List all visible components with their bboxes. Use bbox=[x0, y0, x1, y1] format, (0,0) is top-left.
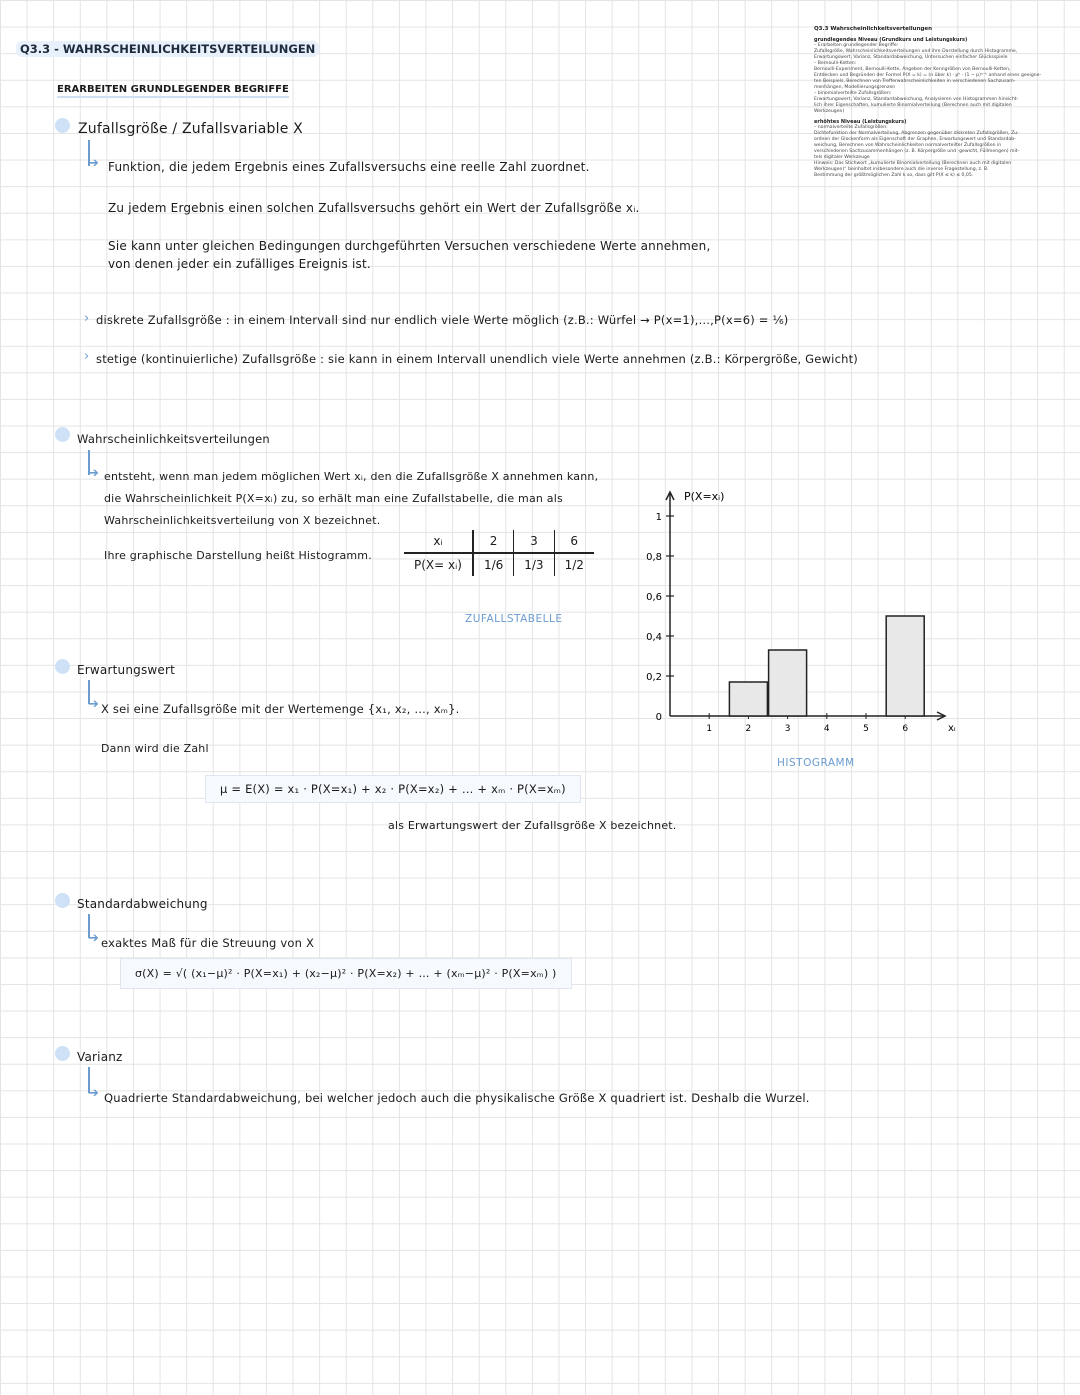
table-cell-prob: 1/2 bbox=[554, 553, 594, 576]
bullet-dot bbox=[55, 1046, 70, 1061]
standard-formula: σ(X) = √( (x₁−μ)² · P(X=x₁) + (x₂−μ)² · P(X=x₂) + … + (xₘ−μ)² · P(X=xₘ) ) bbox=[120, 958, 572, 989]
erwartung-line1: X sei eine Zufallsgröße mit der Wertemenge {x₁, x₂, …, xₘ}. bbox=[101, 702, 460, 716]
varianz-heading: Varianz bbox=[77, 1050, 123, 1064]
zufallsgroesse-definition: Funktion, die jedem Ergebnis eines Zufallsversuchs eine reelle Zahl zuordnet. bbox=[108, 160, 590, 174]
y-tick-label: 1 bbox=[655, 512, 662, 523]
zufallsgroesse-heading: Zufallsgröße / Zufallsvariable X bbox=[78, 121, 303, 137]
standard-heading: Standardabweichung bbox=[77, 897, 208, 911]
arrow-icon: ➔ bbox=[88, 156, 99, 171]
curriculum-advanced-line: Dichtefunktion der Normalverteilung, Abgrenzen gegenüber diskreten Zufallsgrößen, Zu- bbox=[814, 131, 1019, 136]
bullet-dot bbox=[55, 427, 70, 442]
bullet-dot bbox=[55, 659, 70, 674]
erwartung-formula: μ = E(X) = x₁ · P(X=x₁) + x₂ · P(X=x₂) + … + xₘ · P(X=xₘ) bbox=[205, 775, 581, 803]
zufallsgroesse-line3b: von denen jeder ein zufälliges Ereignis ist. bbox=[108, 257, 371, 271]
x-axis-label: xᵢ bbox=[948, 723, 956, 734]
y-tick-label: 0,8 bbox=[646, 552, 662, 563]
curriculum-basic-line: Zufallsgröße, Wahrscheinlichkeitsverteilungen und ihre Darstellung durch Histogramme, bbox=[814, 49, 1018, 54]
bullet-dot bbox=[55, 118, 70, 133]
histogram bbox=[640, 482, 960, 742]
curriculum-advanced-line: ordnen der Glockenform als Eigenschaft der Graphen, Erwartungswert und Standardab- bbox=[814, 137, 1016, 142]
curriculum-basic-list bbox=[814, 43, 1044, 115]
curriculum-advanced-line: tels digitaler Werkzeuge bbox=[814, 155, 870, 160]
curriculum-basic-line: lich ihrer Eigenschaften, kumulierte Binomialverteilung (Berechnen auch mit digitalen bbox=[814, 103, 1012, 108]
verteilung-line4: Ihre graphische Darstellung heißt Histogramm. bbox=[104, 549, 372, 562]
arrow-icon: ➔ bbox=[88, 931, 99, 946]
curriculum-advanced-line: – normalverteilte Zufallsgrößen: bbox=[814, 125, 888, 130]
curriculum-basic-line: ten Beispiels, Berechnen von Trefferwahrscheinlichkeiten in verschiedenen Sachzusam- bbox=[814, 79, 1016, 84]
curriculum-title: Q3.3 Wahrscheinlichkeitsverteilungen bbox=[814, 26, 933, 32]
varianz-line1: Quadrierte Standardabweichung, bei welcher jedoch auch die physikalische Größe X quadriert ist. Deshalb die Wurzel. bbox=[104, 1091, 810, 1105]
y-tick-label: 0,2 bbox=[646, 672, 662, 683]
curriculum-advanced-line: Hinweis: Das Stichwort „kumulierte Binomialverteilung (Berechnen auch mit digitalen bbox=[814, 161, 1012, 166]
table-cell-prob: 1/6 bbox=[483, 558, 504, 572]
table-cell-value: 6 bbox=[554, 530, 594, 553]
curriculum-advanced-line: verschiedenen Sachzusammenhängen (z. B. Körpergröße und -gewicht, Füllmengen) mit- bbox=[814, 149, 1020, 154]
verteilung-line2: die Wahrscheinlichkeit P(X=xᵢ) zu, so erhält man eine Zufallstabelle, die man als bbox=[104, 492, 563, 505]
verteilung-heading: Wahrscheinlichkeitsverteilungen bbox=[77, 432, 270, 446]
curriculum-box bbox=[814, 26, 1044, 179]
diskret-line: diskrete Zufallsgröße : in einem Intervall sind nur endlich viele Werte möglich (z.B.: Würfel → P(x=1),…,P(x=6) = ⅙) bbox=[96, 313, 789, 327]
curriculum-advanced-heading: erhöhtes Niveau (Leistungskurs) bbox=[814, 119, 907, 125]
table-row-label-p: P(X= xᵢ) bbox=[404, 553, 473, 576]
curriculum-basic-heading: grundlegendes Niveau (Grundkurs und Leistungskurs) bbox=[814, 37, 968, 43]
arrow-icon: ➔ bbox=[88, 1086, 99, 1101]
stetig-line: stetige (kontinuierliche) Zufallsgröße : sie kann in einem Intervall unendlich viele Werte annehmen (z.B.: Körpergröße, Gewicht) bbox=[96, 352, 858, 366]
histogram-bar bbox=[886, 616, 924, 716]
page-subtitle: ERARBEITEN GRUNDLEGENDER BEGRIFFE bbox=[57, 84, 289, 98]
curriculum-basic-line: – Erarbeiten grundlegender Begriffe: bbox=[814, 43, 899, 48]
histogram-caption: HISTOGRAMM bbox=[777, 757, 855, 769]
curriculum-basic-line: Erwartungswert, Varianz, Standardabweichung, Analysieren von Histogrammen hinsicht- bbox=[814, 97, 1019, 102]
y-tick-label: 0 bbox=[655, 712, 662, 723]
histogram-bar bbox=[769, 650, 807, 716]
x-tick-label: 1 bbox=[706, 724, 713, 734]
erwartung-line2: Dann wird die Zahl bbox=[101, 742, 209, 755]
x-tick-label: 5 bbox=[863, 724, 869, 734]
erwartung-heading: Erwartungswert bbox=[77, 663, 176, 677]
y-axis-label: P(X=xᵢ) bbox=[684, 490, 725, 503]
curriculum-basic-line: Erwartungswert, Varianz, Standardabweichung, Untersuchen einfacher Glücksspiele bbox=[814, 55, 1008, 60]
table-cell-value: 3 bbox=[514, 530, 554, 553]
curriculum-advanced-line: weichung, Berechnen von Wahrscheinlichkeiten normalverteilter Zufallsgrößen in bbox=[814, 143, 1002, 148]
curriculum-basic-line: Bernoulli-Experiment, Bernoulli-Kette, Angeben der Kenngrößen von Bernoulli-Ketten, bbox=[814, 67, 1011, 72]
arrow-icon: ➔ bbox=[88, 466, 99, 481]
curriculum-advanced-line: Werkzeugen)“ beinhaltet insbesondere auch die inverse Fragestellung, z. B. bbox=[814, 167, 989, 172]
verteilung-line3: Wahrscheinlichkeitsverteilung von X bezeichnet. bbox=[104, 514, 381, 527]
x-tick-label: 4 bbox=[823, 724, 830, 734]
curriculum-basic-line: Entdecken und Begründen der Formel P(X = k) = (n über k) · pᵏ · (1 − p)ⁿ⁻ᵏ anhand eines geeigne- bbox=[814, 73, 1042, 78]
x-tick-label: 6 bbox=[902, 724, 909, 734]
zufallstabelle-caption: ZUFALLSTABELLE bbox=[465, 613, 563, 625]
bullet-dot bbox=[55, 893, 70, 908]
erwartung-line3: als Erwartungswert der Zufallsgröße X bezeichnet. bbox=[388, 819, 677, 832]
x-tick-label: 3 bbox=[784, 724, 791, 734]
chevron-right-icon: › bbox=[84, 349, 90, 364]
curriculum-advanced-line: Bestimmung der größtmöglichen Zahl k so, dass gilt P(X ≤ k) ≤ 0,05. bbox=[814, 173, 974, 178]
zufallsgroesse-line2: Zu jedem Ergebnis einen solchen Zufallsversuchs gehört ein Wert der Zufallsgröße xᵢ. bbox=[108, 201, 640, 215]
curriculum-basic-line: – Bernoulli-Ketten: bbox=[814, 61, 857, 66]
verteilung-line1: entsteht, wenn man jedem möglichen Wert xᵢ, den die Zufallsgröße X annehmen kann, bbox=[104, 470, 599, 483]
arrow-icon: ➔ bbox=[88, 697, 99, 712]
table-cell-value: 2 bbox=[473, 530, 514, 553]
chevron-right-icon: › bbox=[84, 311, 90, 326]
page-title: Q3.3 - WAHRSCHEINLICHKEITSVERTEILUNGEN bbox=[16, 41, 319, 57]
y-tick-label: 0,6 bbox=[646, 592, 662, 603]
zufallstabelle bbox=[404, 530, 594, 576]
curriculum-basic-line: Werkzeugen) bbox=[814, 109, 845, 114]
histogram-bar bbox=[729, 682, 767, 716]
zufallsgroesse-line3a: Sie kann unter gleichen Bedingungen durchgeführten Versuchen verschiedene Werte annehmen, bbox=[108, 239, 711, 253]
y-tick-label: 0,4 bbox=[646, 632, 662, 643]
x-tick-label: 2 bbox=[745, 724, 752, 734]
curriculum-basic-line: menhängen, Modellierungsgrenzen bbox=[814, 85, 896, 90]
curriculum-advanced-list bbox=[814, 125, 1044, 179]
table-cell-prob: 1/3 bbox=[514, 553, 554, 576]
standard-line1: exaktes Maß für die Streuung von X bbox=[101, 936, 315, 950]
table-row-label-x: xᵢ bbox=[404, 530, 473, 553]
curriculum-basic-line: – binomialverteilte Zufallsgrößen: bbox=[814, 91, 892, 96]
